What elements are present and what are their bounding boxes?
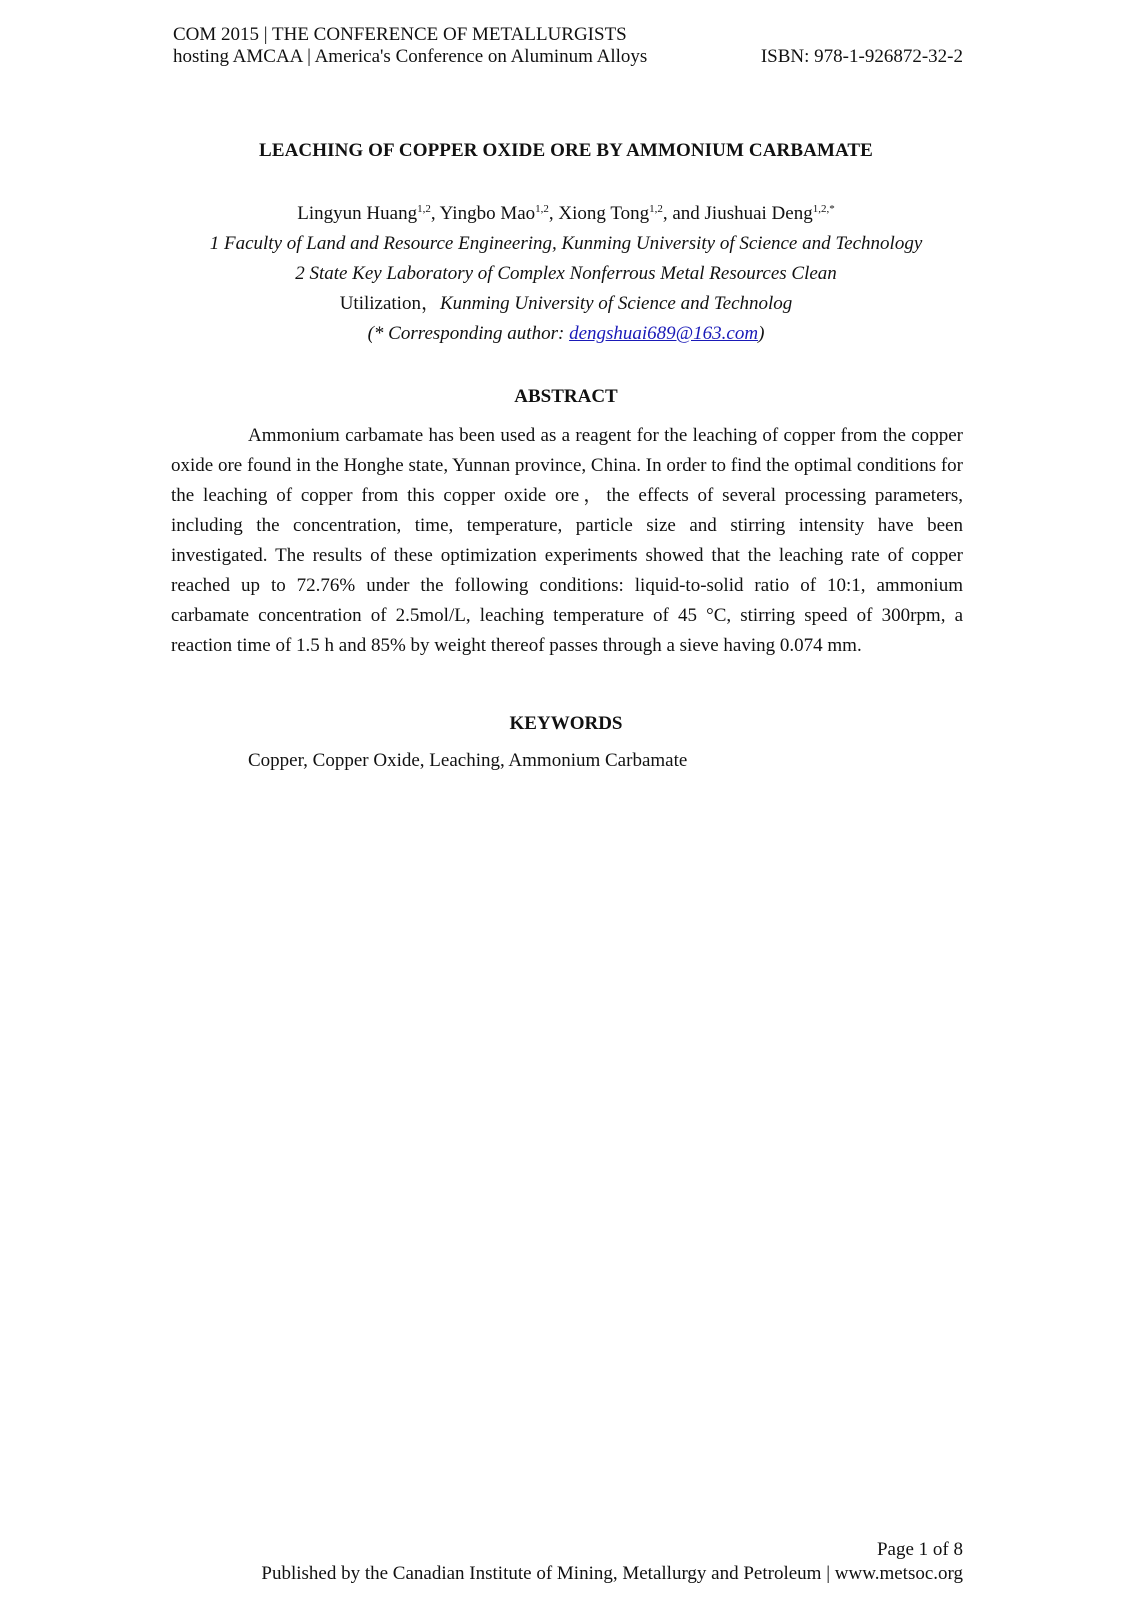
author-name: Yingbo Mao bbox=[439, 203, 536, 224]
corresponding-email-link[interactable]: dengshuai689@163.com bbox=[569, 323, 759, 344]
publisher-footer: Published by the Canadian Institute of Mining, Metallurgy and Petroleum | www.metsoc.org bbox=[261, 1563, 963, 1584]
corresponding-suffix: ) bbox=[758, 323, 765, 344]
header-line-2 bbox=[173, 46, 963, 68]
keywords-heading: KEYWORDS bbox=[509, 713, 623, 734]
affiliation-2-institution: Kunming University of Science and Technolog bbox=[439, 293, 793, 314]
author-affiliation-mark: 1,2 bbox=[417, 203, 431, 215]
author-separator: , bbox=[548, 203, 559, 224]
author-name: Jiushuai Deng bbox=[704, 203, 813, 224]
author-affiliation-mark: 1,2 bbox=[535, 203, 549, 215]
author-name: Lingyun Huang bbox=[297, 203, 418, 224]
affiliation-2-line-1: 2 State Key Laboratory of Complex Nonferrous Metal Resources Clean bbox=[295, 263, 837, 284]
corresponding-prefix: (* Corresponding author: bbox=[367, 323, 570, 344]
keywords-list: Copper, Copper Oxide, Leaching, Ammonium Carbamate bbox=[248, 750, 688, 771]
author-affiliation-mark: 1,2 bbox=[649, 203, 663, 215]
author-name: Xiong Tong bbox=[558, 203, 650, 224]
front-matter bbox=[0, 199, 1132, 349]
author-separator: , bbox=[430, 203, 440, 224]
paper-title: LEACHING OF COPPER OXIDE ORE BY AMMONIUM CARBAMATE bbox=[259, 140, 873, 161]
isbn: ISBN: 978-1-926872-32-2 bbox=[760, 46, 963, 67]
page-header bbox=[173, 24, 963, 68]
conference-name: COM 2015 | THE CONFERENCE OF METALLURGISTS bbox=[173, 24, 627, 45]
corresponding-author bbox=[0, 319, 1132, 349]
affiliation-2-line-2 bbox=[0, 289, 1132, 319]
page-number: Page 1 of 8 bbox=[876, 1539, 963, 1560]
affiliation-1: 1 Faculty of Land and Resource Engineering, Kunming University of Science and Technology bbox=[209, 233, 923, 254]
header-line-1 bbox=[173, 24, 963, 46]
abstract-body: Ammonium carbamate has been used as a reagent for the leaching of copper from the copper oxide ore found in the Honghe state, Yunnan province, China. In order to find the optimal conditions for the leaching of copper from this copper oxide ore，the effects of several processing parameters, including the concentration, time, temperature, particle size and stirring intensity have been investigated. The results of these optimization experiments showed that the leaching rate of copper reached up to 72.76% under the following conditions: liquid-to-solid ratio of 10:1, ammonium carbamate concentration of 2.5mol/L, leaching temperature of 45 °C, stirring speed of 300rpm, a reaction time of 1.5 h and 85% by weight thereof passes through a sieve having 0.074 mm. bbox=[171, 425, 963, 656]
affiliation-2-plain: Utilization， bbox=[339, 293, 440, 314]
abstract-heading: ABSTRACT bbox=[514, 386, 618, 407]
conference-subtitle: hosting AMCAA | America's Conference on Aluminum Alloys bbox=[173, 46, 648, 67]
author-list bbox=[0, 199, 1132, 229]
author-affiliation-mark: 1,2,* bbox=[812, 203, 835, 215]
author-separator: , and bbox=[662, 203, 705, 224]
